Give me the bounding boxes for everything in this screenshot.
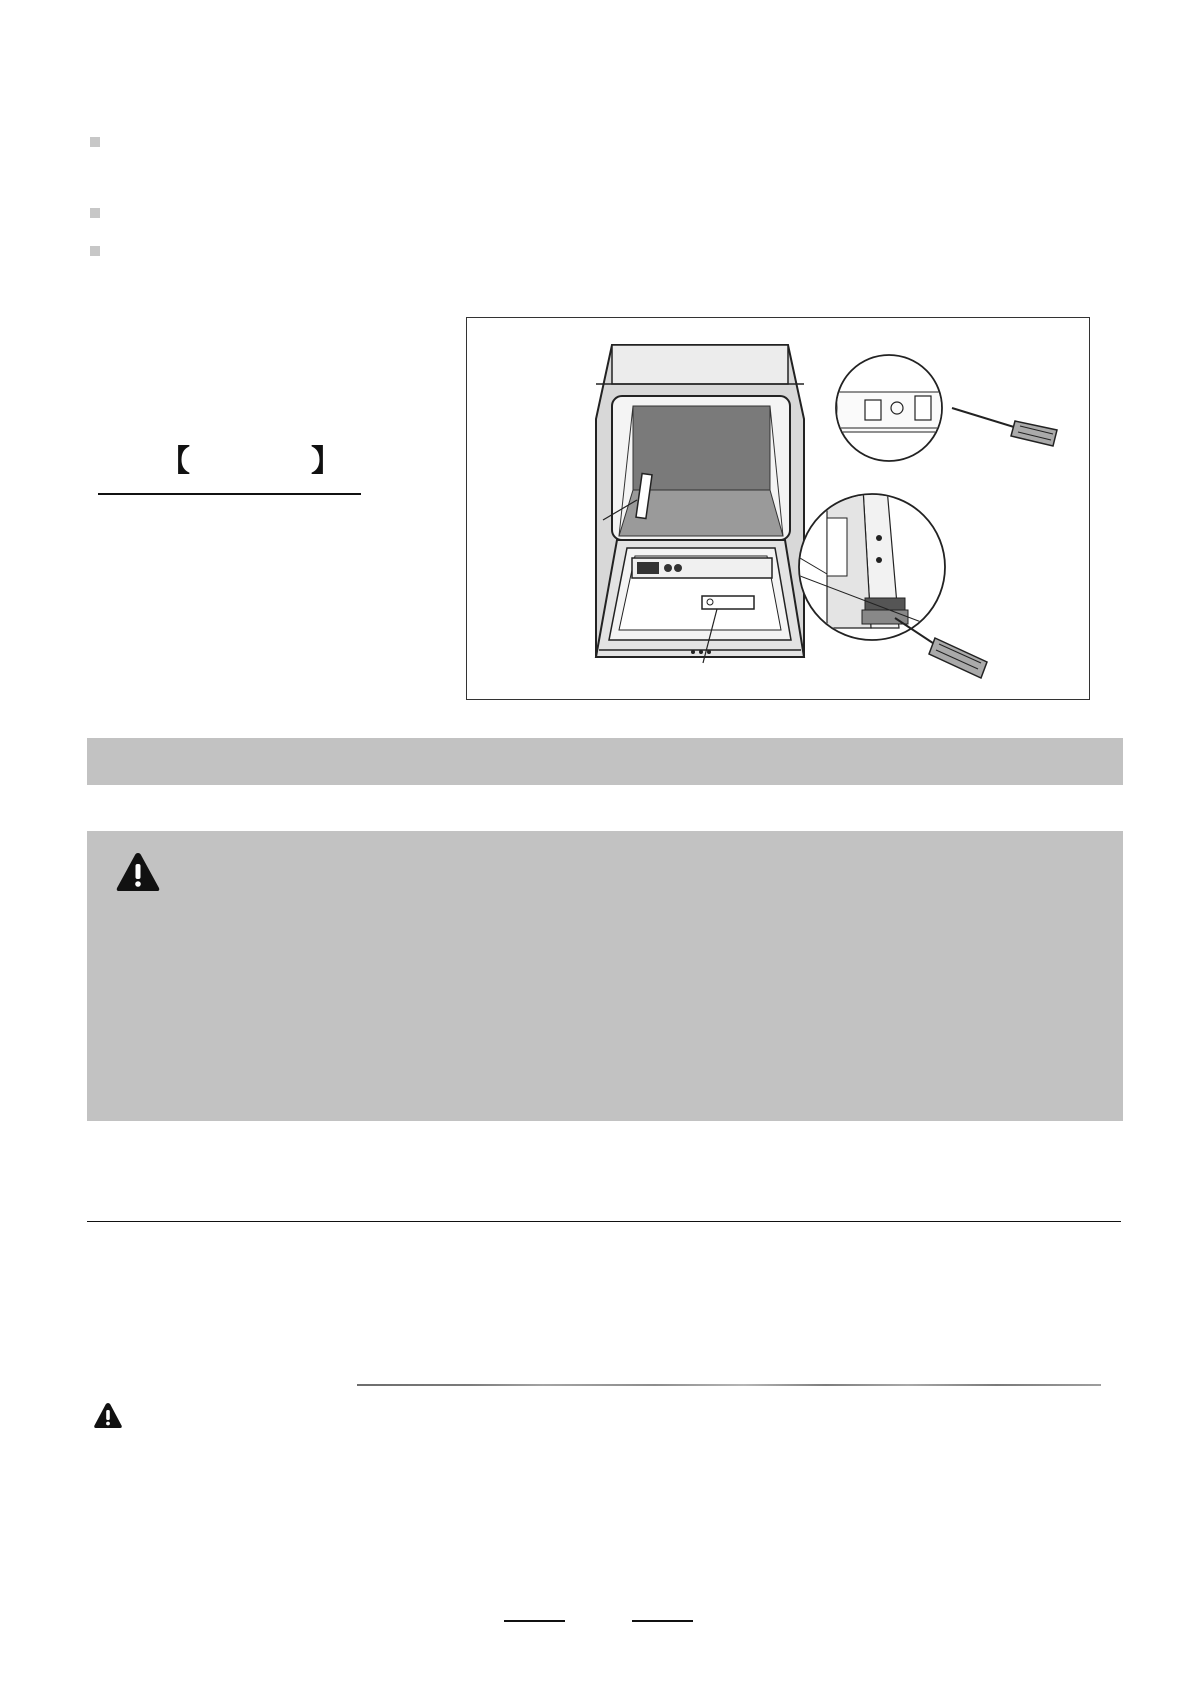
dishwasher-illustration (467, 318, 1089, 699)
bullet-marker (90, 137, 100, 147)
dishwasher-figure (466, 317, 1090, 700)
heading-bracket-open: 【 (160, 444, 190, 479)
section-header-bar (87, 738, 1123, 785)
warning-panel (87, 831, 1123, 1121)
warning-icon (115, 851, 161, 893)
heading-underline (98, 493, 361, 495)
section-divider (87, 1221, 1121, 1222)
warning-icon (93, 1402, 123, 1429)
bullet-marker (90, 246, 100, 256)
heading-bracket-close: 】 (311, 444, 341, 479)
bullet-marker (90, 208, 100, 218)
footer-rule-right (632, 1620, 693, 1622)
fading-rule (357, 1384, 1101, 1386)
footer-rule-left (504, 1620, 565, 1622)
